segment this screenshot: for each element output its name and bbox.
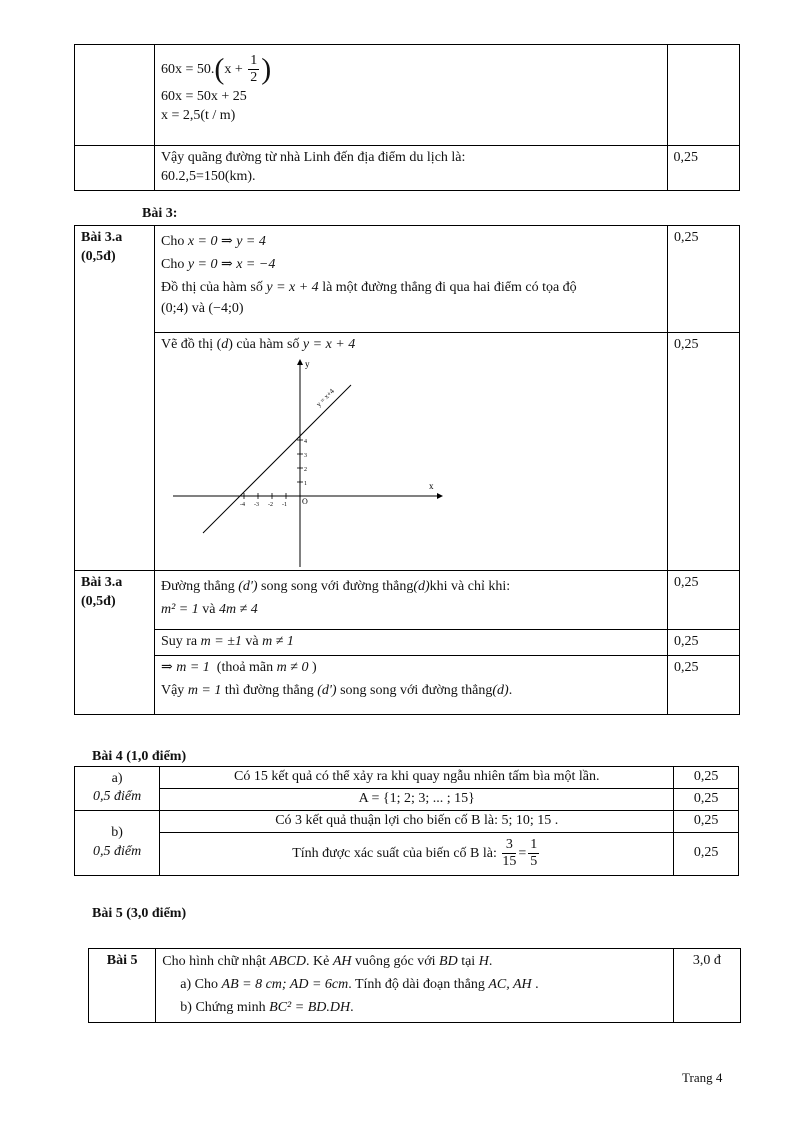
- conclusion-cell: Vậy quãng đường từ nhà Linh đến địa điểm du lịch là: 60.2,5=150(km).: [154, 146, 667, 191]
- function-line-label: y = x+4: [314, 387, 336, 409]
- bai4-heading: Bài 4 (1,0 điểm): [92, 749, 187, 764]
- score-cell: 0,25: [668, 655, 740, 714]
- bai3b-row2: Suy ra m = ±1 và m ≠ 1: [154, 630, 667, 656]
- bai3b-row3: ⇒ m = 1 (thoả mãn m ≠ 0 ) Vậy m = 1 thì đường thẳng (d') song song với đường thẳng(d).: [154, 655, 667, 714]
- table-bai5: [88, 948, 741, 1023]
- function-line: [203, 385, 351, 533]
- bai3a-label-cell: Bài 3.a (0,5đ): [75, 226, 155, 571]
- score-cell: 0,25: [674, 810, 739, 832]
- bai5-label-cell: Bài 5: [89, 949, 156, 1023]
- x-tick-label: -4: [239, 501, 245, 508]
- score-cell: 3,0 đ: [673, 949, 740, 1023]
- y-tick-label: 2: [303, 466, 307, 473]
- bai3-heading: Bài 3:: [142, 206, 178, 221]
- x-tick-label: -2: [267, 501, 273, 508]
- score-cell: 0,25: [674, 832, 739, 875]
- bai4a-label-cell: a) 0,5 điểm: [75, 767, 160, 811]
- bai5-heading: Bài 5 (3,0 điểm): [92, 906, 187, 921]
- bai4b-label-cell: b) 0,5 điểm: [75, 810, 160, 875]
- empty-cell: [75, 45, 155, 146]
- bai4-row1: Có 15 kết quả có thể xảy ra khi quay ngẫu nhiên tấm bìa một lần.: [160, 767, 674, 789]
- score-cell: 0,25: [668, 630, 740, 656]
- table-bai3: [74, 225, 740, 715]
- score-cell: 0,25: [668, 226, 740, 333]
- bai3b-label-cell: Bài 3.a (0,5đ): [75, 571, 155, 715]
- equation-line-2: 60x = 50x + 25: [160, 89, 247, 105]
- x-axis-arrow: [437, 493, 443, 499]
- bai3a-row1: Cho x = 0 ⇒ y = 4 Cho y = 0 ⇒ x = −4 Đồ thị của hàm số y = x + 4 là một đường thẳng đi qua hai điểm có tọa độ (0;4) và (−4;0): [154, 226, 667, 333]
- score-cell: 0,25: [674, 767, 739, 789]
- table-continuation: [74, 44, 740, 191]
- bai3b-row1: Đường thẳng (d') song song với đường thẳng(d)khi và chỉ khi: m² = 1 và 4m ≠ 4: [154, 571, 667, 630]
- y-tick-label: 3: [303, 452, 307, 459]
- bai5-content-cell: Cho hình chữ nhật ABCD. Kẻ AH vuông góc với BD tại H. a) Cho AB = 8 cm; AD = 6cm. Tính độ dài đoạn thẳng AC, AH . b) Chứng minh BC² = BD.DH.: [156, 949, 673, 1023]
- bai4-row2: A = {1; 2; 3; ... ; 15}: [160, 788, 674, 810]
- bai4-row3: Có 3 kết quả thuận lợi cho biến cố B là: 5; 10; 15 .: [160, 810, 674, 832]
- x-tick-label: -3: [253, 501, 259, 508]
- y-tick-label: 4: [303, 438, 307, 445]
- score-cell: 0,25: [668, 571, 740, 630]
- page-number: Trang 4: [682, 1070, 723, 1085]
- y-axis-arrow: [297, 359, 303, 365]
- equation-line-3: x = 2,5(t / m): [160, 108, 236, 124]
- score-cell: [667, 45, 739, 146]
- origin-label: O: [301, 496, 308, 506]
- x-tick-label: -1: [281, 501, 287, 508]
- graph-figure: [169, 355, 469, 569]
- score-cell: 0,25: [668, 333, 740, 571]
- equation-cell: [154, 45, 667, 146]
- equation-line-1: 60x = 50.(x + $\frac{1}{2}$ ): [160, 52, 272, 86]
- score-cell: 0,25: [667, 146, 739, 191]
- score-cell: 0,25: [674, 788, 739, 810]
- y-tick-label: 1: [303, 480, 307, 487]
- table-bai4: [74, 766, 739, 876]
- empty-cell: [75, 146, 155, 191]
- x-axis-label: x: [428, 480, 434, 491]
- y-axis-label: y: [304, 358, 310, 369]
- bai3a-graph-cell: Vẽ đồ thị (d) của hàm số y = x + 4 y x O -4 -3 -2 -1 1 2 3 4 y = x+4: [154, 333, 667, 571]
- bai4-row4: Tính được xác suất của biến cố B là: $\frac{3}{15}$ = $\frac{1}{5}$: [160, 832, 674, 875]
